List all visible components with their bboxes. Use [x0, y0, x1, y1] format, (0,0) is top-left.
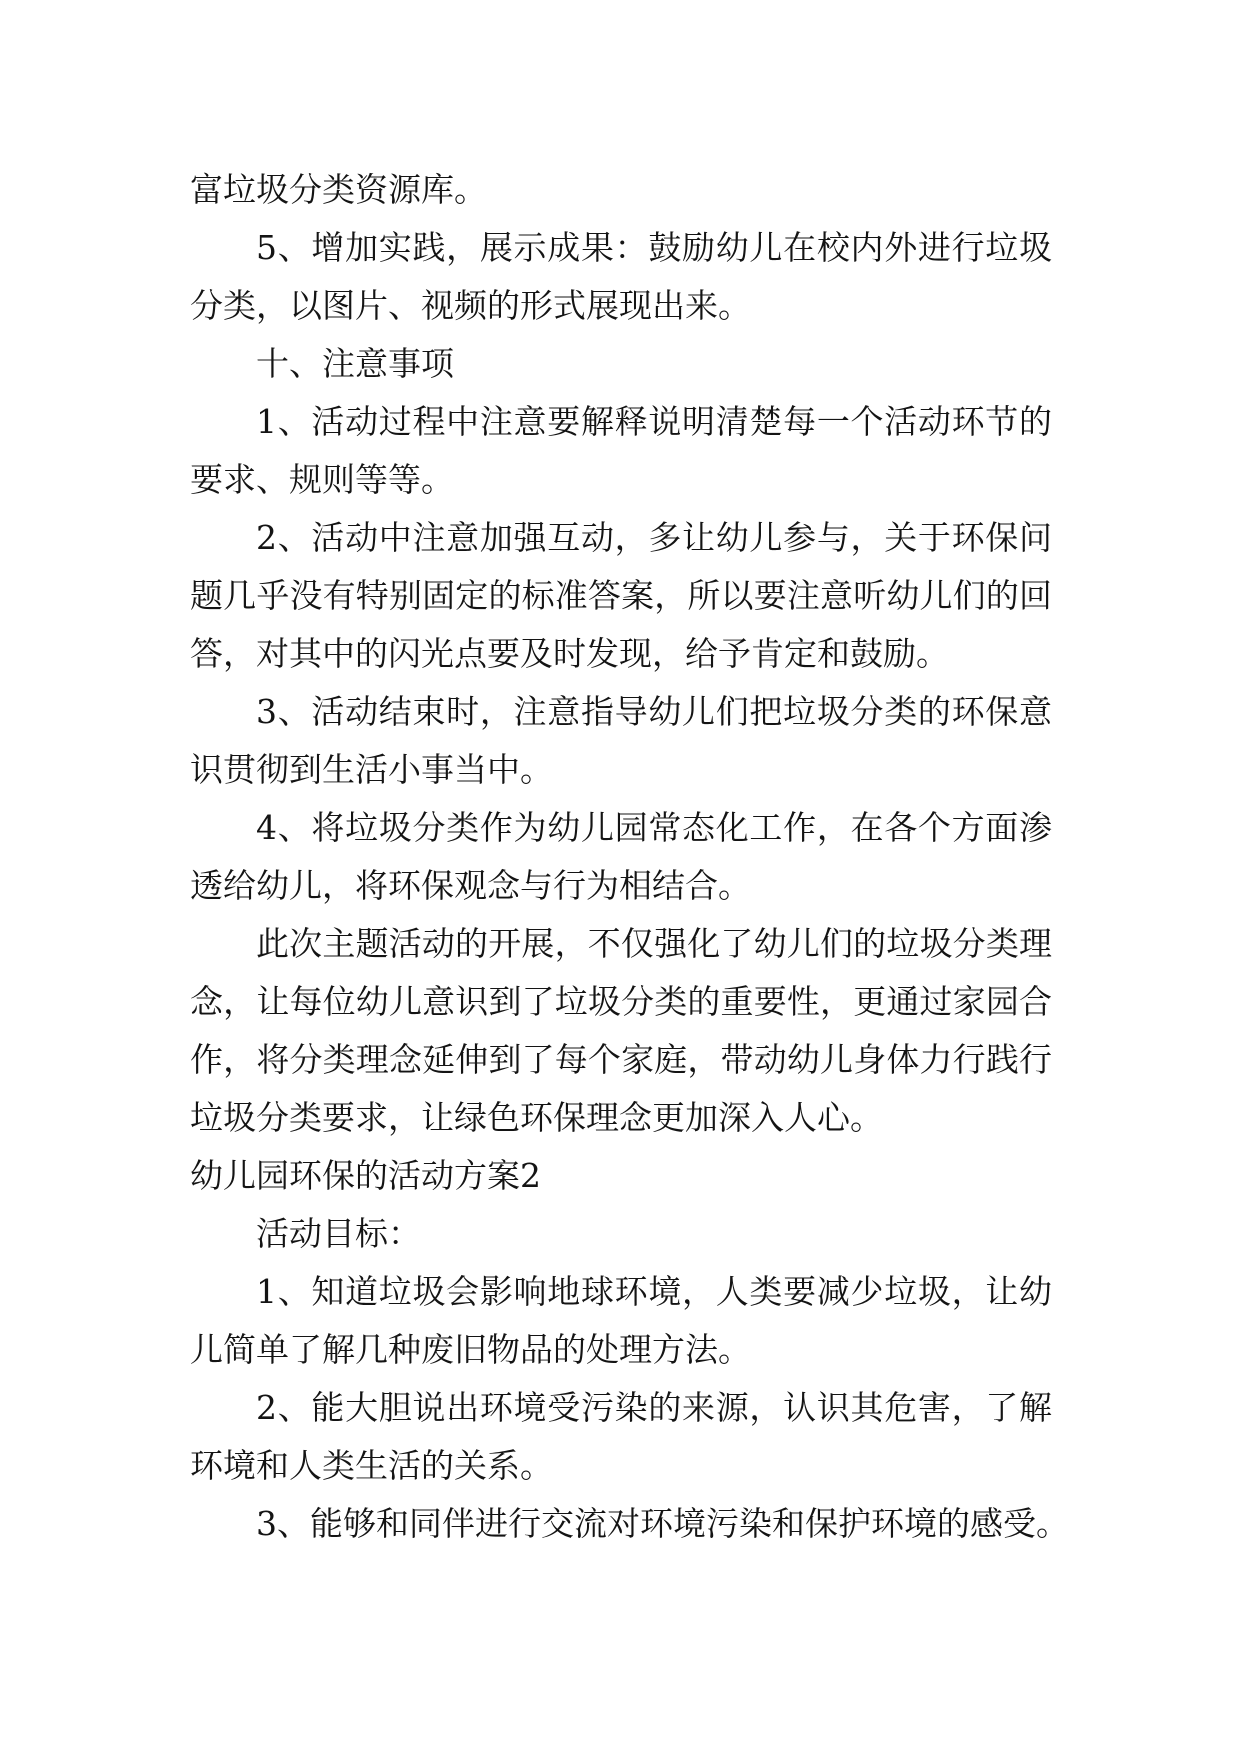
text-line: 答，对其中的闪光点要及时发现，给予肯定和鼓励。: [190, 634, 949, 673]
text-line: 3、能够和同伴进行交流对环境污染和保护环境的感受。: [256, 1504, 1069, 1543]
section-title: [190, 1147, 1052, 1205]
subheading-text: 十、注意事项: [256, 344, 454, 383]
text-line: 念，让每位幼儿意识到了垃圾分类的重要性，更通过家园合: [190, 982, 1052, 1021]
paragraph: [190, 1495, 1069, 1553]
text-line: 要求、规则等等。: [190, 460, 454, 499]
text-line: 2、活动中注意加强互动，多让幼儿参与，关于环保问: [256, 518, 1052, 557]
text-line: 4、将垃圾分类作为幼儿园常态化工作，在各个方面渗: [256, 808, 1052, 847]
text-line: 分类，以图片、视频的形式展现出来。: [190, 286, 751, 325]
text-line: 此次主题活动的开展，不仅强化了幼儿们的垃圾分类理: [256, 924, 1052, 963]
text-line: 1、知道垃圾会影响地球环境，人类要减少垃圾，让幼: [256, 1272, 1052, 1311]
paragraph: [190, 219, 1052, 335]
paragraph: [190, 509, 1052, 683]
paragraph: [190, 393, 1052, 509]
paragraph: [190, 915, 1052, 1147]
paragraph: [190, 683, 1052, 799]
text-line: 3、活动结束时，注意指导幼儿们把垃圾分类的环保意: [256, 692, 1052, 731]
text-line: 识贯彻到生活小事当中。: [190, 750, 553, 789]
section-title-text: 幼儿园环保的活动方案2: [190, 1156, 541, 1195]
paragraph: [190, 1379, 1052, 1495]
text-line: 2、能大胆说出环境受污染的来源，认识其危害，了解: [256, 1388, 1052, 1427]
paragraph-continuation: [190, 161, 1052, 219]
document-body: [190, 161, 1069, 1553]
subheading: [190, 335, 1052, 393]
text-line: 作，将分类理念延伸到了每个家庭，带动幼儿身体力行践行: [190, 1040, 1052, 1079]
text-line: 1、活动过程中注意要解释说明清楚每一个活动环节的: [256, 402, 1052, 441]
text-line: 儿简单了解几种废旧物品的处理方法。: [190, 1330, 751, 1369]
text-line: 富垃圾分类资源库。: [190, 170, 487, 209]
paragraph: [190, 799, 1052, 915]
text-line: 5、增加实践，展示成果：鼓励幼儿在校内外进行垃圾: [256, 228, 1052, 267]
text-line: 透给幼儿，将环保观念与行为相结合。: [190, 866, 751, 905]
text-line: 题几乎没有特别固定的标准答案，所以要注意听幼儿们的回: [190, 576, 1052, 615]
subheading-text: 活动目标：: [256, 1214, 421, 1253]
text-line: 环境和人类生活的关系。: [190, 1446, 553, 1485]
subheading: [190, 1205, 1052, 1263]
text-line: 垃圾分类要求，让绿色环保理念更加深入人心。: [190, 1098, 883, 1137]
paragraph: [190, 1263, 1052, 1379]
